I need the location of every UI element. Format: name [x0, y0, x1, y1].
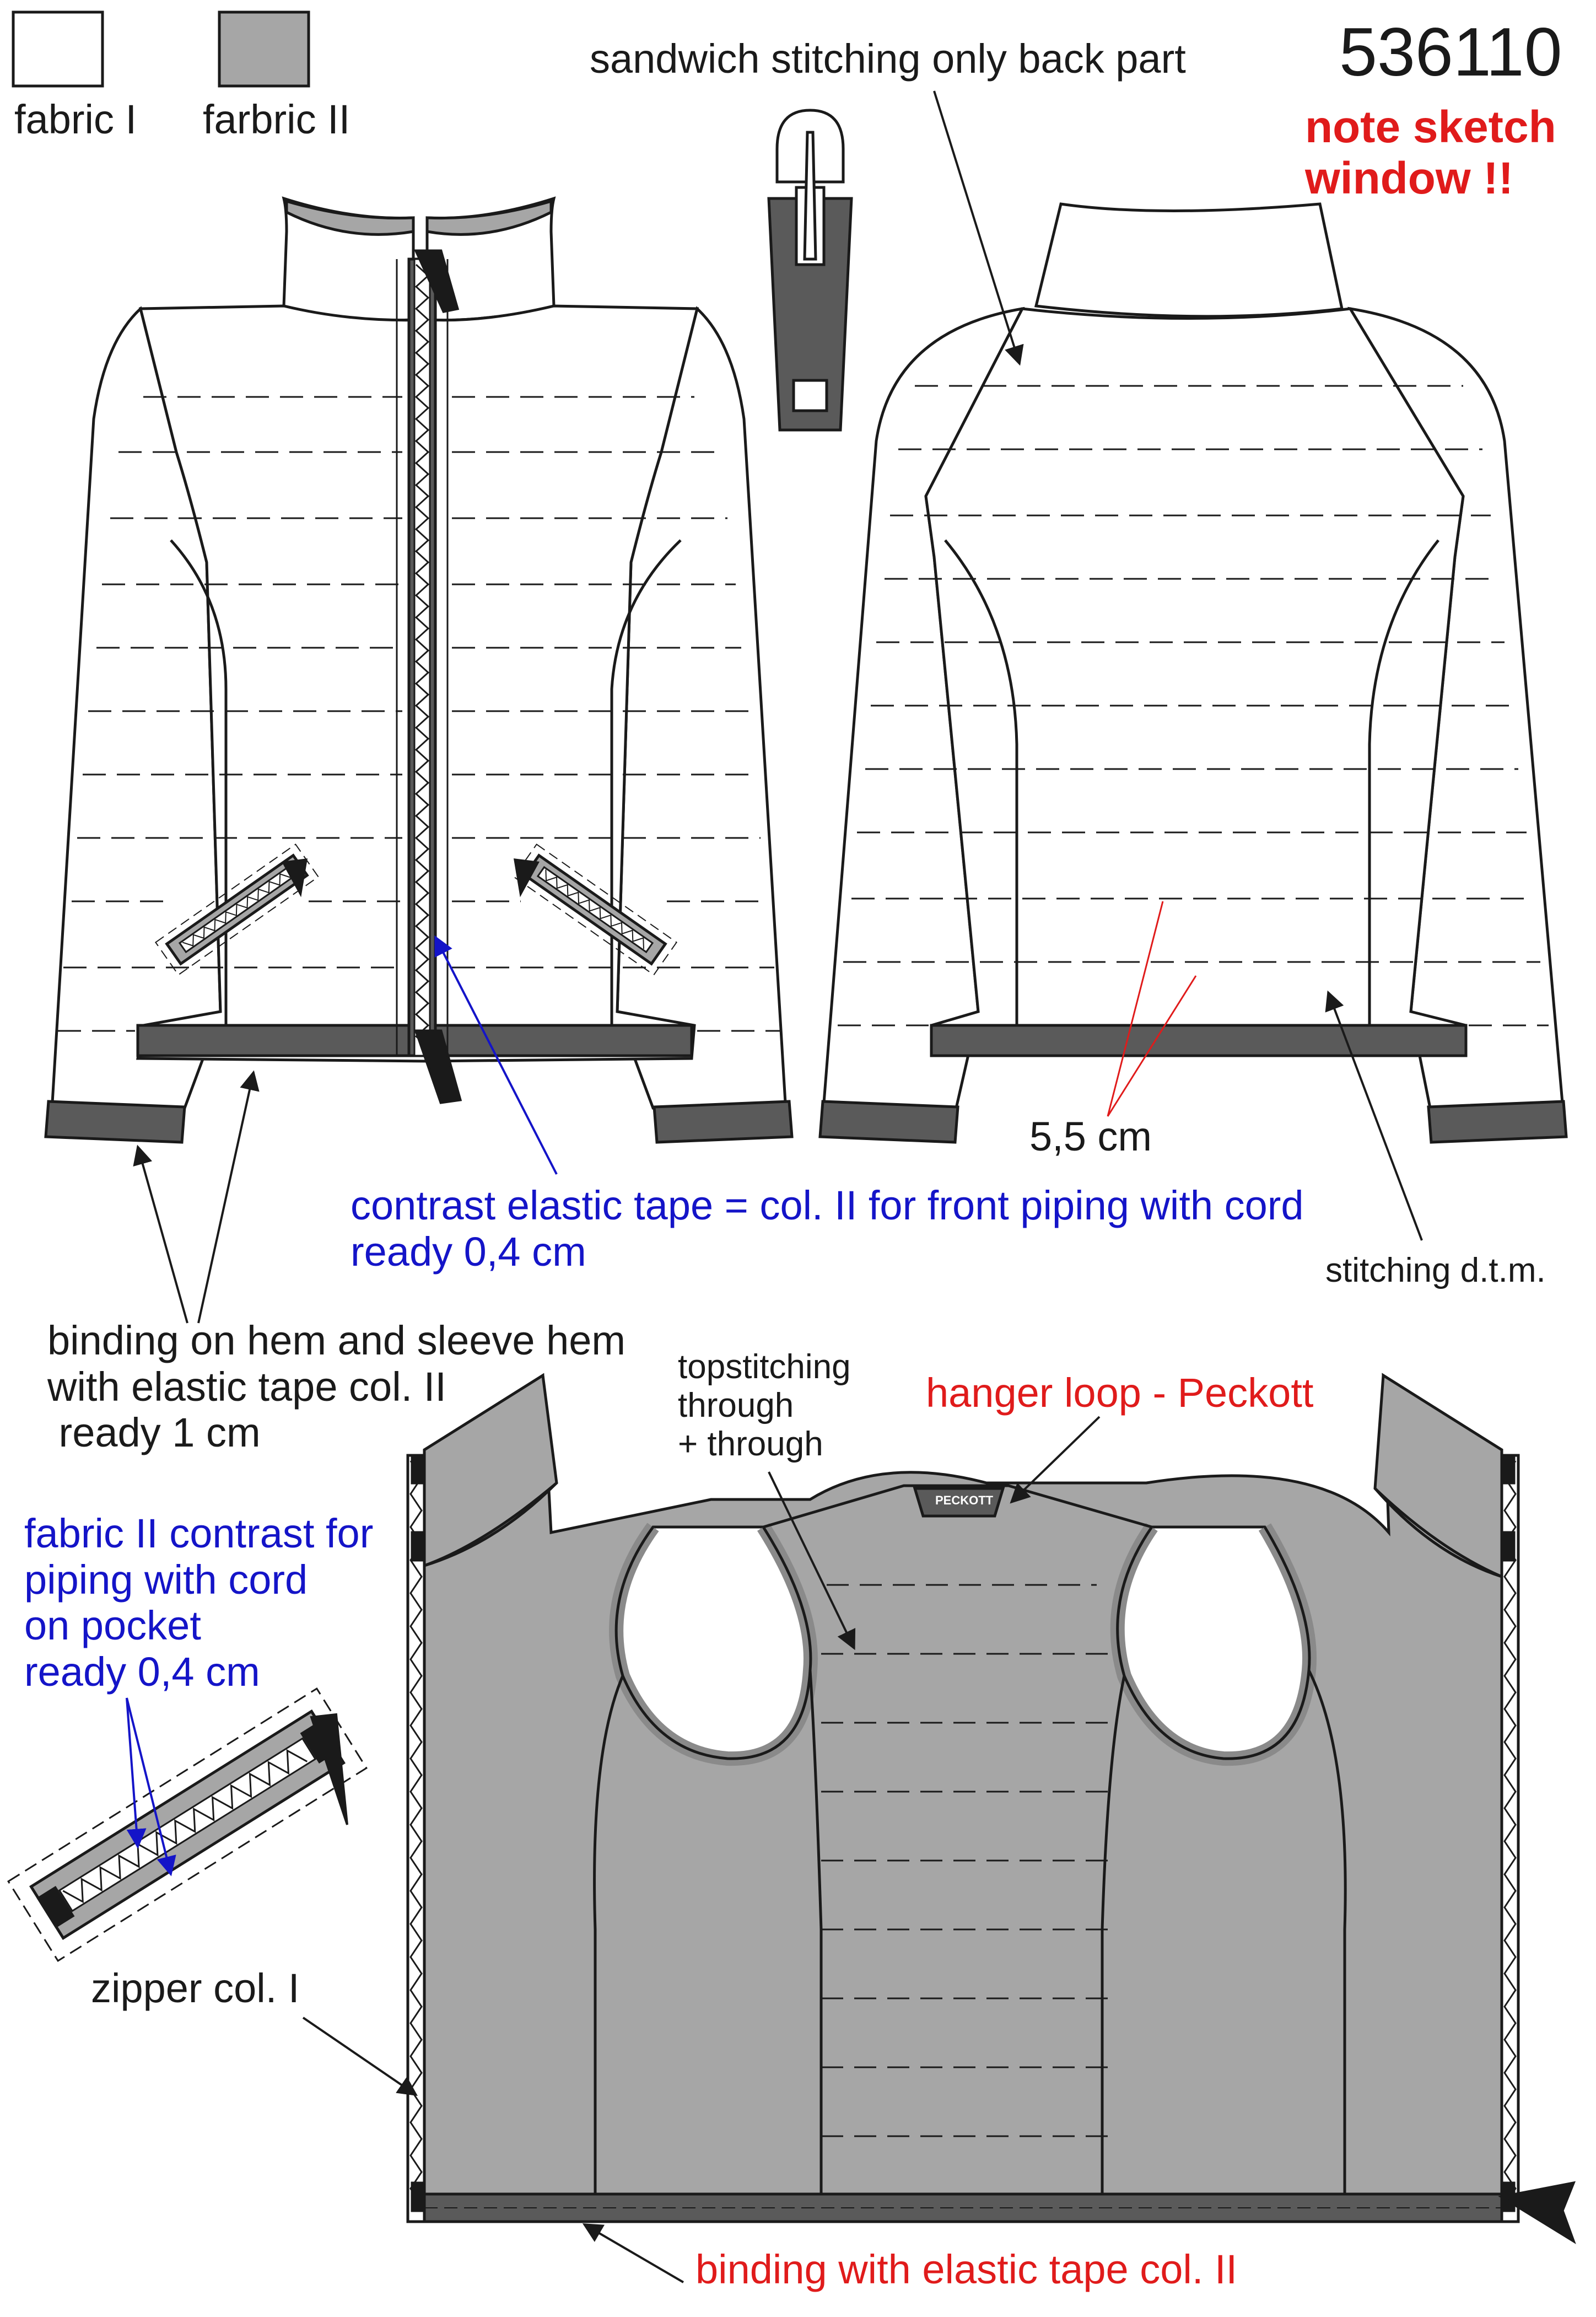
pocket-detail: [8, 1689, 366, 1961]
sketch-note: note sketch window !!: [1305, 102, 1556, 203]
zipper-label: zipper col. I: [91, 1965, 300, 2011]
stitching-label: stitching d.t.m.: [1325, 1251, 1546, 1289]
back-note-label: sandwich stitching only back part: [590, 36, 1186, 82]
topstitching-note: topstitching through + through: [678, 1348, 851, 1464]
zipper-puller: [769, 110, 851, 430]
legend-fabric-2-label: farbric II: [203, 96, 351, 142]
hanger-loop-label: hanger loop - Peckott: [926, 1370, 1314, 1416]
hanger-tag-text: PECKOTT: [935, 1493, 994, 1507]
inside-binding-label: binding with elastic tape col. II: [695, 2246, 1238, 2292]
swatch-fabric-1: [13, 12, 103, 86]
measure-label: 5,5 cm: [1029, 1114, 1152, 1159]
legend-fabric-1-label: fabric I: [14, 96, 137, 142]
style-number: 536110: [1339, 14, 1562, 90]
swatch-fabric-2: [219, 12, 309, 86]
back-view: [820, 204, 1566, 1142]
front-view: [46, 198, 792, 1142]
pocket-piping-note: fabric II contrast for piping with cord on pocket ready 0,4 cm: [24, 1510, 374, 1695]
front-piping-note: contrast elastic tape = col. II for front piping with cord ready 0,4 cm: [351, 1182, 1304, 1275]
hem-binding-note: binding on hem and sleeve hem with elastic tape col. II ready 1 cm: [47, 1318, 626, 1456]
